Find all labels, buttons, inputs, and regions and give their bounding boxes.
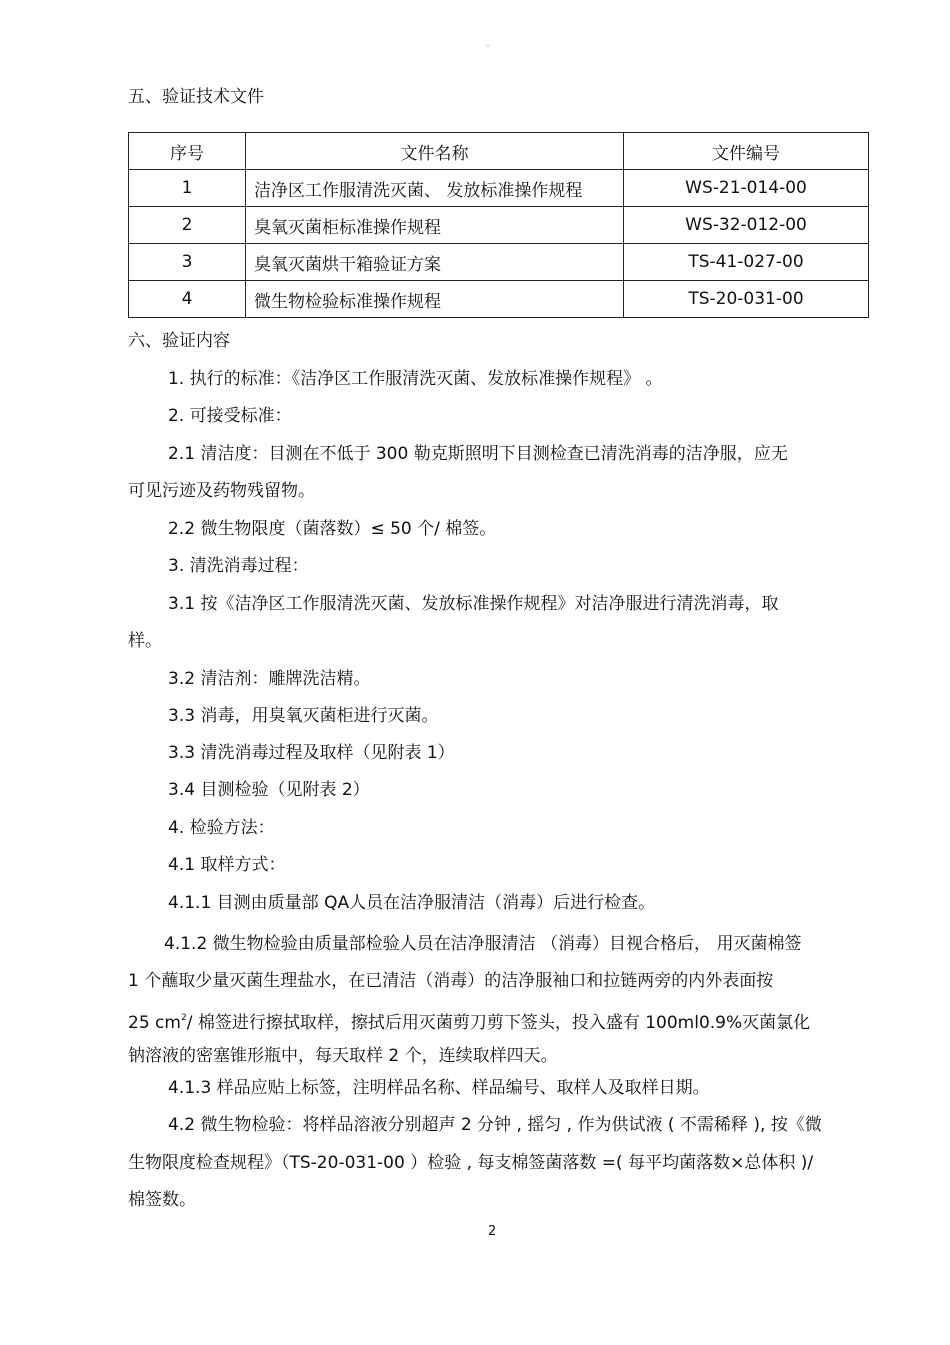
cell-file-code: WS-32-012-00 [624,207,869,244]
table-header-row [129,133,869,170]
section-5-title: 五、验证技术文件 [128,87,264,107]
paragraph-line: 4.1 取样方式： [168,855,286,875]
cell-index: 3 [129,244,246,281]
cell-file-code: TS-41-027-00 [624,244,869,281]
paragraph-line: 3.2 清洁剂：雕牌洗洁精。 [168,669,371,689]
page-number: 2 [488,1224,497,1239]
cell-index: 2 [129,207,246,244]
paragraph-line: 2. 可接受标准： [168,406,292,426]
header-file-name: 文件名称 [246,133,624,170]
paragraph-line: 4.1.2 微生物检验由质量部检验人员在洁净服清洁 （消毒）目视合格后， 用灭菌棉签 [164,934,802,954]
paragraph-line: 3. 清洗消毒过程： [168,556,309,576]
table-row [129,244,869,281]
header-file-code: 文件编号 [624,133,869,170]
cell-index: 1 [129,170,246,207]
paragraph-line: 4. 检验方法： [168,818,275,838]
paragraph-line: 4.1.1 目测由质量部 QA人员在洁净服清洁（消毒）后进行检查。 [168,893,656,913]
header-index: 序号 [129,133,246,170]
cell-index: 4 [129,281,246,318]
paragraph-line: 2.2 微生物限度（菌落数）≤ 50 个/ 棉签。 [168,519,497,539]
paragraph-line: 1 个蘸取少量灭菌生理盐水，在已清洁（消毒）的洁净服袖口和拉链两旁的内外表面按 [128,971,774,991]
paragraph-line: 1. 执行的标准：《洁净区工作服清洗灭菌、发放标准操作规程》 。 [168,369,663,389]
paragraph-line: 棉签数。 [128,1190,196,1210]
paragraph-line: 可见污迹及药物残留物。 [128,481,315,501]
cell-file-code: TS-20-031-00 [624,281,869,318]
cell-file-name: 臭氧灭菌烘干箱验证方案 [246,244,624,281]
table-row [129,170,869,207]
paragraph-line: 4.1.3 样品应贴上标签，注明样品名称、样品编号、取样人及取样日期。 [168,1078,710,1098]
paragraph-line: 3.1 按《洁净区工作服清洗灭菌、发放标准操作规程》对洁净服进行清洗消毒，取 [168,594,779,614]
area-exponent: 2 [180,1013,187,1023]
table-row [129,281,869,318]
table-row [129,207,869,244]
paragraph-line: 样。 [128,631,162,651]
paragraph-line: 4.2 微生物检验：将样品溶液分别超声 2 分钟 , 摇匀 , 作为供试液 ( 不需稀释 ), 按《微 [168,1115,822,1135]
paragraph-line: 3.3 消毒，用臭氧灭菌柜进行灭菌。 [168,706,439,726]
paragraph-line: 生物限度检查规程》（TS-20-031-00 ）检验 , 每支棉签菌落数 =( 每平均菌落数×总体积 )/ [128,1153,814,1173]
cell-file-name: 臭氧灭菌柜标准操作规程 [246,207,624,244]
cell-file-name: 洁净区工作服清洗灭菌、 发放标准操作规程 [246,170,624,207]
paragraph-line: 钠溶液的密塞锥形瓶中，每天取样 2 个，连续取样四天。 [128,1046,558,1066]
paragraph-line-rest: / 棉签进行擦拭取样，擦拭后用灭菌剪刀剪下签头，投入盛有 100ml0.9%灭菌氯化 [186,1013,811,1033]
header-mark: 。 [486,39,496,49]
paragraph-line: 3.4 目测检验（见附表 2） [168,780,370,800]
area-unit: 25 cm [128,1013,181,1033]
paragraph-line: 2.1 清洁度：目测在不低于 300 勒克斯照明下目测检查已清洗消毒的洁净服，应无 [168,444,788,464]
section-6-title: 六、验证内容 [128,331,230,351]
cell-file-name: 微生物检验标准操作规程 [246,281,624,318]
cell-file-code: WS-21-014-00 [624,170,869,207]
document-table [128,132,869,318]
paragraph-line [128,1007,810,1034]
paragraph-line: 3.3 清洗消毒过程及取样（见附表 1） [168,743,455,763]
